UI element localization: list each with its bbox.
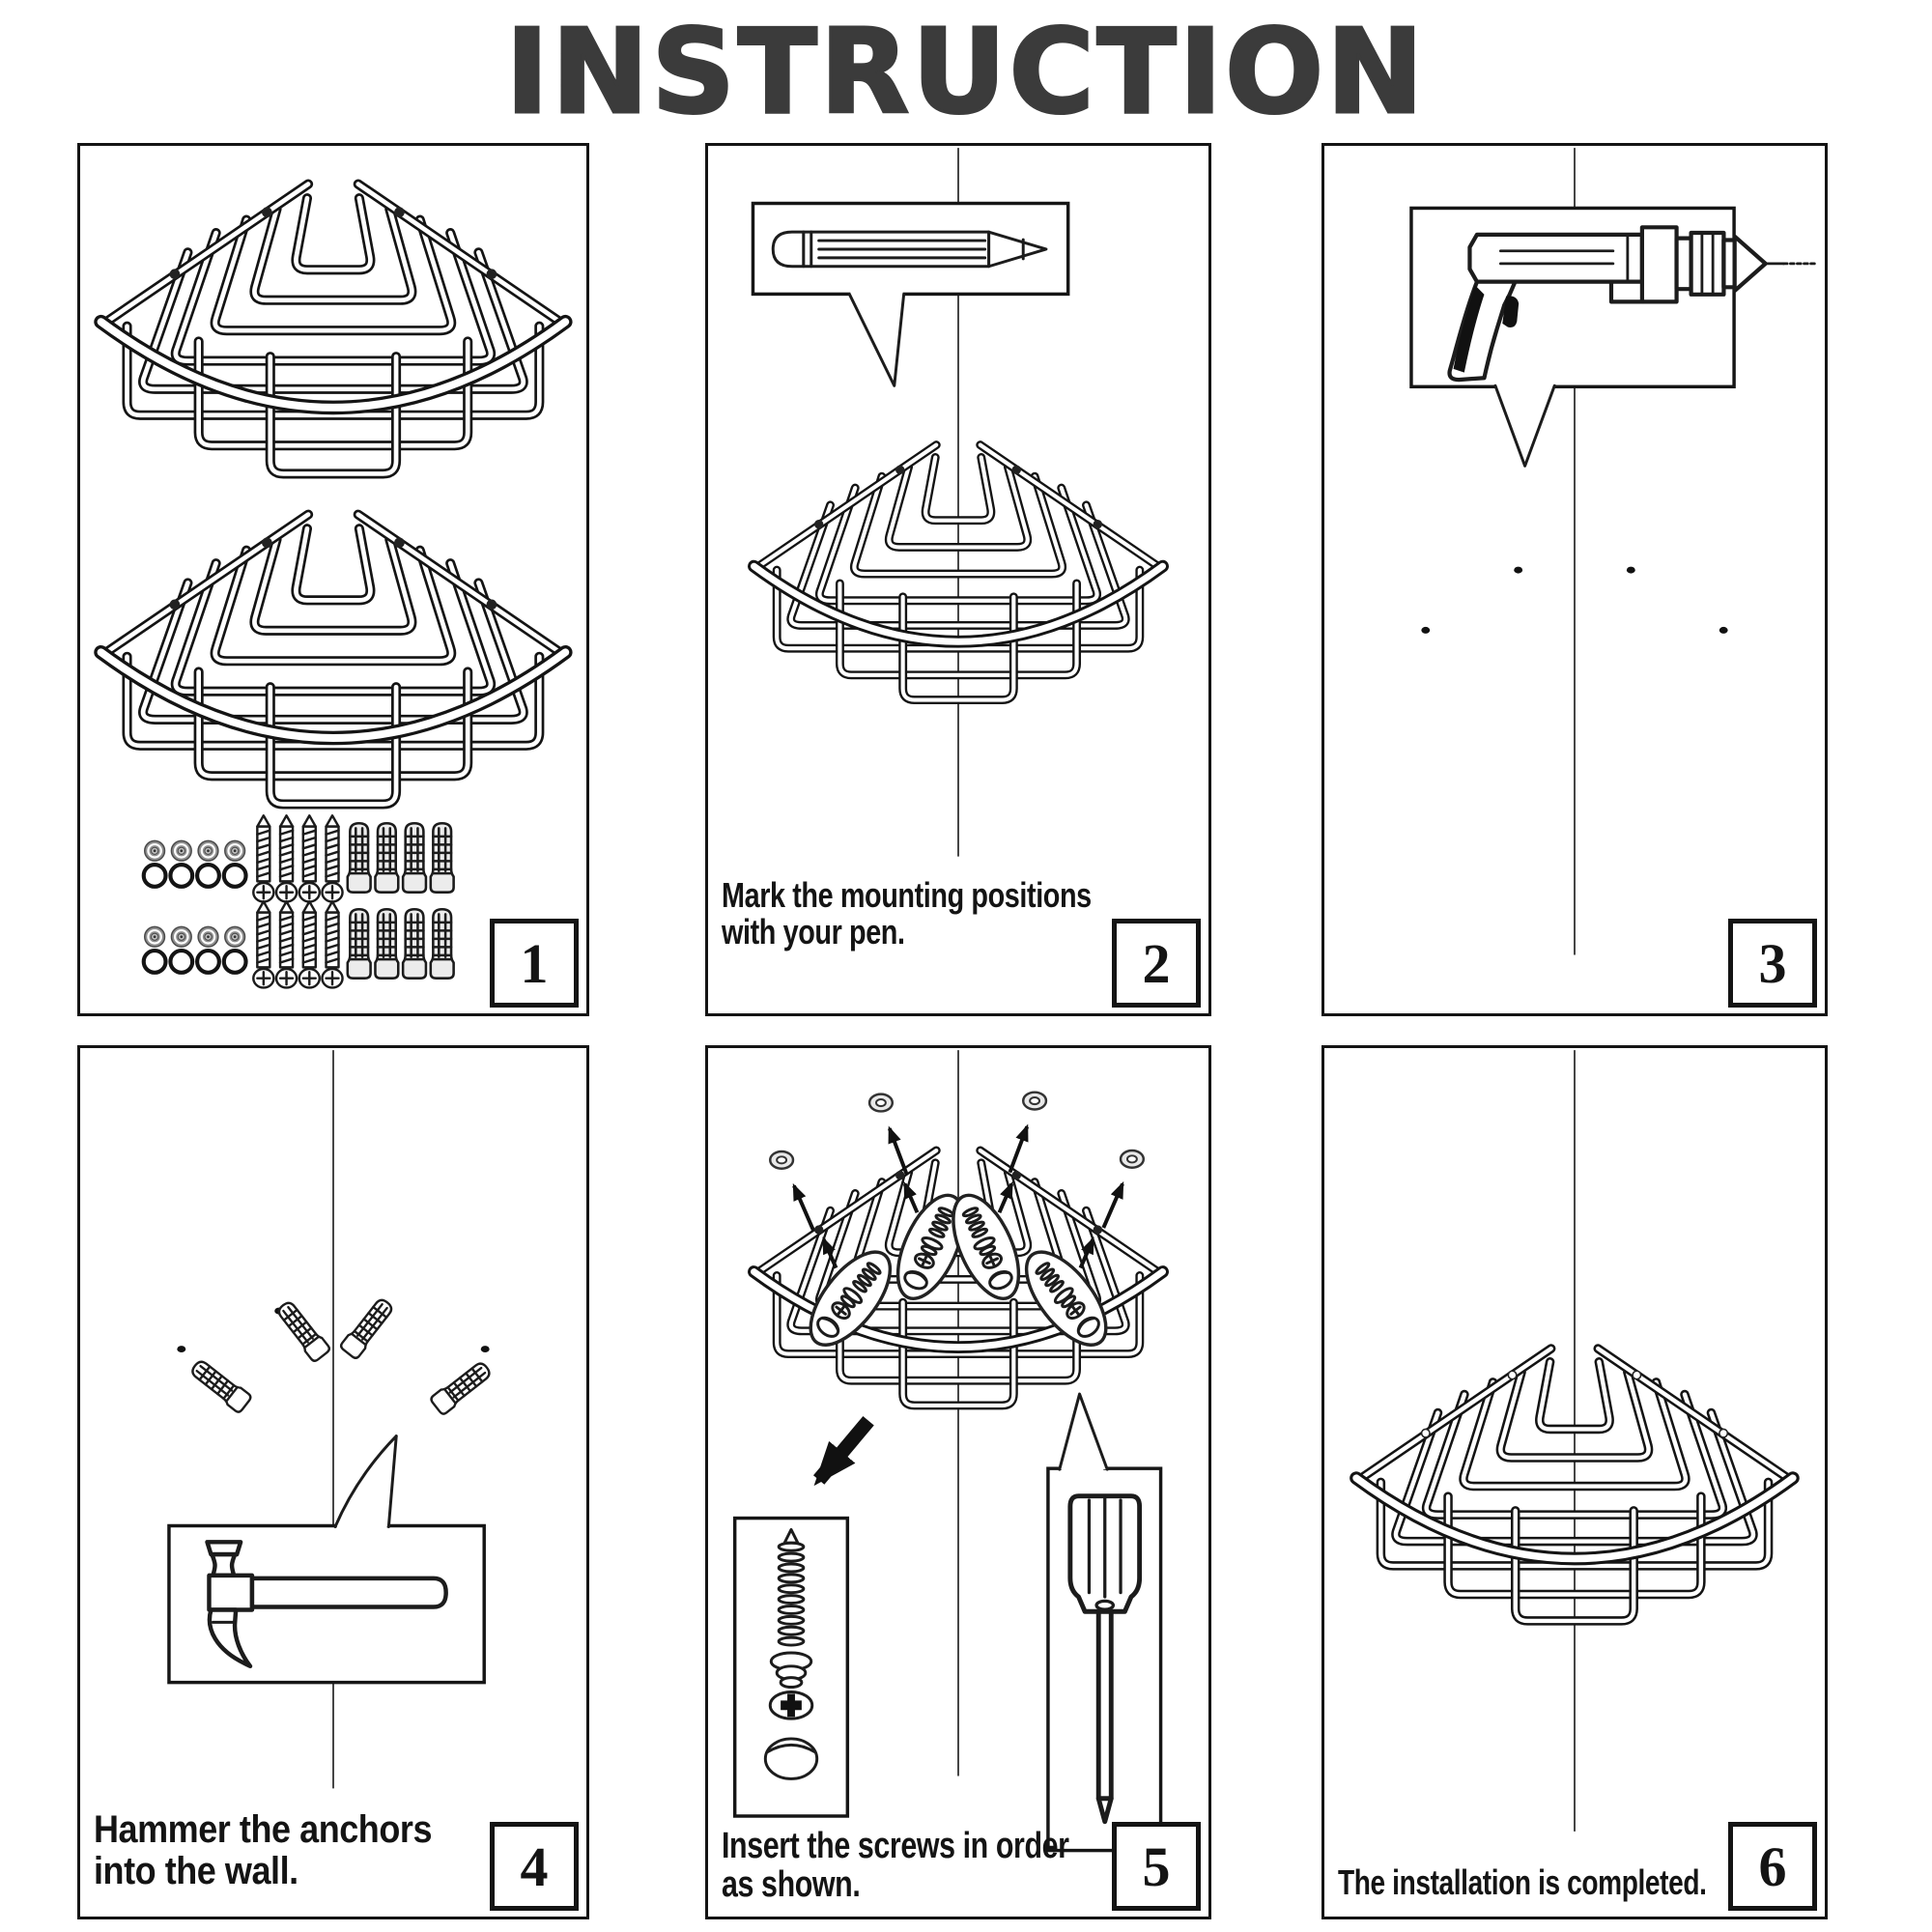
mounting-ring-icon (144, 865, 246, 887)
wall-anchor-icon (348, 909, 454, 978)
caption-line: into the wall. (94, 1850, 298, 1893)
caption (722, 874, 1092, 952)
cover-cap-icon (145, 926, 245, 947)
callout-tail (1495, 384, 1554, 466)
cover-cap-icon (145, 840, 245, 861)
wall-anchor-icon (348, 823, 454, 892)
step-number-badge: 1 (490, 919, 579, 1008)
cap-nut-icon (770, 1093, 1144, 1169)
panel-step-6 (1321, 1045, 1828, 1919)
panel-step-1 (77, 143, 589, 1016)
wall-anchor-icon (188, 1296, 494, 1416)
caption (722, 1827, 1069, 1905)
corner-basket-icon (101, 515, 566, 805)
mounting-ring-icon (144, 951, 246, 973)
callout-tail (335, 1436, 396, 1527)
panel-5-art (708, 1048, 1208, 1917)
pencil-icon (773, 232, 1046, 267)
step-number-badge: 6 (1728, 1822, 1817, 1911)
caption-line: as shown. (722, 1864, 861, 1906)
page-title: INSTRUCTION (505, 6, 1427, 140)
hardware-kit (144, 815, 454, 987)
step-number-badge: 4 (490, 1822, 579, 1911)
caption-line: Mark the mounting positions (722, 874, 1092, 915)
caption (1338, 1864, 1706, 1902)
caption (94, 1809, 432, 1892)
screw-icon (253, 815, 342, 901)
corner-basket-icon (101, 185, 566, 474)
screw-icon (253, 901, 342, 987)
caption-line: Hammer the anchors (94, 1808, 433, 1852)
panel-step-3 (1321, 143, 1828, 1016)
caption-line: with your pen. (722, 912, 905, 952)
panel-step-4 (77, 1045, 589, 1919)
panel-step-2 (705, 143, 1211, 1016)
caption-line: Insert the screws in order (722, 1825, 1069, 1866)
panel-step-5 (705, 1045, 1211, 1919)
panel-1-art (80, 146, 586, 1013)
panel-3-art (1324, 146, 1825, 1013)
step-number-badge: 3 (1728, 919, 1817, 1008)
caption-line: The installation is completed. (1338, 1862, 1707, 1903)
step-number-badge: 5 (1112, 1822, 1201, 1911)
panel-6-art (1324, 1048, 1825, 1917)
big-arrow-icon (819, 1421, 868, 1480)
step-number-badge: 2 (1112, 919, 1201, 1008)
panel-4-art (80, 1048, 586, 1917)
